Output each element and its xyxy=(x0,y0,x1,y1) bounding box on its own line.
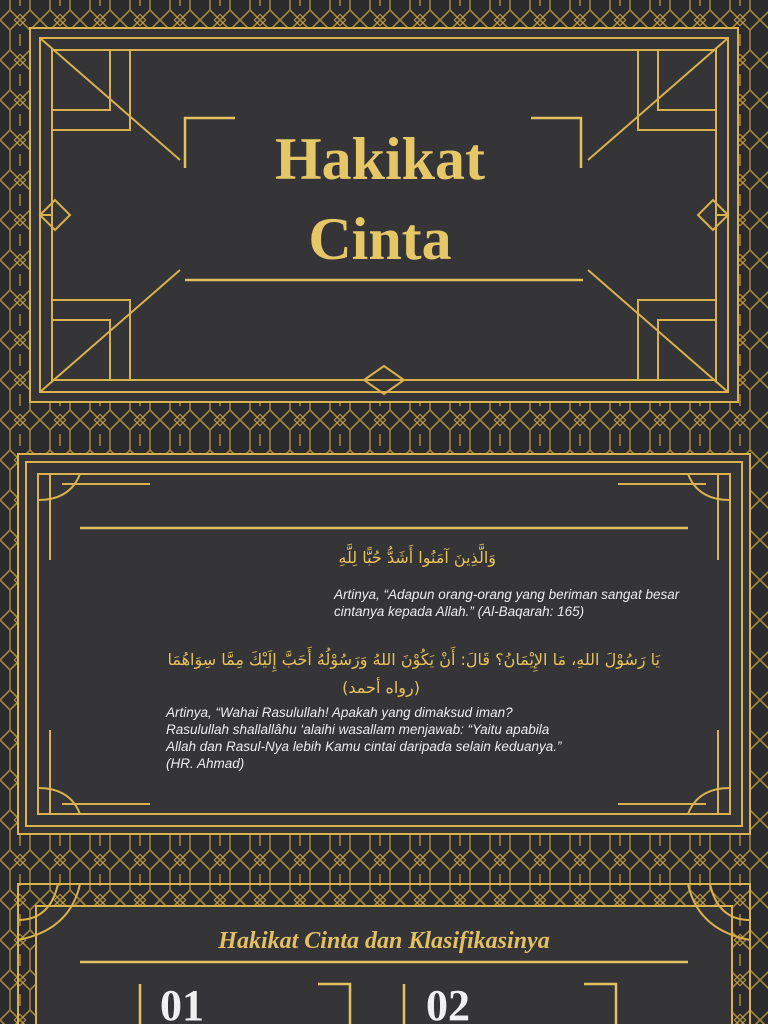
hadith-translation: Artinya, “Wahai Rasulullah! Apakah yang dimaksud iman? Rasulullah shallallâhu ‘alaihi wasallam menjawab: “Yaitu apabila Allah dan Rasul-Nya lebih Kamu cintai daripada selain keduanya.” (HR. Ahmad) xyxy=(166,705,562,771)
verse-arabic: وَالَّذِينَ آمَنُوا أَشَدُّ حُبًّا لِلَّهِ xyxy=(338,548,496,567)
section-number-02: 02 xyxy=(426,981,470,1024)
title-slide xyxy=(0,0,768,420)
classification-heading: Hakikat Cinta dan Klasifikasinya xyxy=(218,928,550,954)
verse-slide xyxy=(0,440,768,850)
page-title-line2: Cinta xyxy=(308,206,452,272)
section-number-01: 01 xyxy=(160,981,204,1024)
page-title-line1: Hakikat xyxy=(274,126,486,192)
classification-slide xyxy=(0,870,768,1024)
hadith-arabic-line2: (رواه أحمد) xyxy=(342,678,420,697)
verse-translation: Artinya, “Adapun orang-orang yang beriman sangat besar cintanya kepada Allah.” (Al-Baqarah: 165) xyxy=(334,587,680,619)
ornamental-frame xyxy=(0,440,768,850)
hadith-arabic-line1: يَا رَسُوْلَ اللهِ، مَا الإِيْمَانُ؟ قَالَ: أَنْ يَكُوْنَ اللهُ وَرَسُوْلُهُ أَحَبَّ إِلَيْكَ مِمَّا سِوَاهُمَا xyxy=(167,650,660,669)
